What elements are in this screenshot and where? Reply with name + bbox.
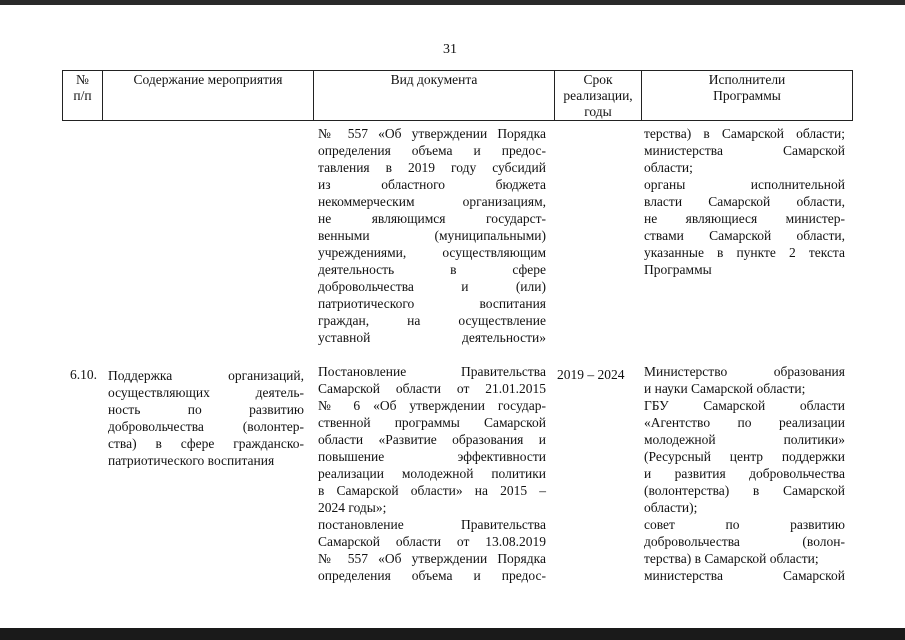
document-line: повышение эффективности [318,449,546,464]
scan-top-edge [0,0,905,5]
row-period: 2019 – 2024 [557,367,625,382]
executor-line: министерства Самарской [644,568,845,583]
header-text: Срок [583,72,613,87]
header-text: Программы [713,88,781,103]
executor-line: органы исполнительной [644,177,845,192]
document-line: Самарской области от 13.08.2019 [318,534,546,549]
executor-line: не являющиеся министер- [644,211,845,226]
document-line: патриотического воспитания [318,296,546,311]
executor-line: и развития добровольчества [644,466,845,481]
document-line: добровольчества и (или) [318,279,546,294]
document-line: постановление Правительства [318,517,546,532]
content-line: осуществляющих деятель- [108,385,304,400]
executor-line: «Агентство по реализации [644,415,845,430]
content-line: патриотического воспитания [108,453,275,468]
document-line: определения объема и предос- [318,568,546,583]
page-number: 31 [443,42,457,57]
header-executors [642,72,852,104]
document-line: Самарской области от 21.01.2015 [318,381,546,396]
header-number [63,72,102,104]
scan-bottom-edge [0,628,905,640]
header-top-border [62,70,853,71]
document-line: из областного бюджета [318,177,546,192]
header-text: № [76,72,89,87]
header-text: Вид документа [390,72,478,87]
header-bottom-border [62,120,853,121]
executor-line: терства) в Самарской области; [644,551,819,566]
executor-line: ствами Самарской области, [644,228,845,243]
document-column [318,125,546,584]
document-line: деятельность в сфере [318,262,546,277]
row-number: 6.10. [70,367,97,382]
executor-line: (волонтерства) в Самарской [644,483,845,498]
content-column [108,367,304,469]
executor-line: Программы [644,262,712,277]
content-line: добровольчества (волонтер- [108,419,304,434]
document-line: граждан, на осуществление [318,313,546,328]
document-line: области «Развитие образования и [318,432,546,447]
document-line: некоммерческим организациям, [318,194,546,209]
document-line: уставной деятельности» [318,330,546,345]
executor-line: терства) в Самарской области; [644,126,845,141]
header-text: Исполнители [708,72,786,87]
header-text: п/п [73,88,92,103]
document-line: № 557 «Об утверждении Порядка [318,126,546,141]
header-text: Содержание мероприятия [133,72,283,87]
document-line: не являющимся государст- [318,211,546,226]
executor-line: молодежной политики» [644,432,845,447]
header-divider [852,70,853,121]
executor-line: Министерство образования [644,364,845,379]
executor-line: области); [644,500,698,515]
document-line: тавления в 2019 году субсидий [318,160,546,175]
header-text: реализации, [563,88,633,103]
header-period [555,72,641,120]
content-line: Поддержка организаций, [108,368,304,383]
executor-line: власти Самарской области, [644,194,845,209]
executor-line: ГБУ Самарской области [644,398,845,413]
document-line: Постановление Правительства [318,364,546,379]
document-line: венными (муниципальными) [318,228,546,243]
header-text: годы [584,104,612,119]
document-line: № 557 «Об утверждении Порядка [318,551,546,566]
content-line: ства) в сфере гражданско- [108,436,304,451]
executor-line: добровольчества (волон- [644,534,845,549]
executor-line: министерства Самарской [644,143,845,158]
document-line: реализации молодежной политики [318,466,546,481]
header-document [314,72,554,88]
content-line: ность по развитию [108,402,304,417]
executor-line: совет по развитию [644,517,845,532]
document-line: 2024 годы»; [318,500,387,515]
executor-line: указанные в пункте 2 текста [644,245,845,260]
executor-line: (Ресурсный центр поддержки [644,449,845,464]
header-content [103,72,313,88]
document-line: ственной программы Самарской [318,415,546,430]
document-line: определения объема и предос- [318,143,546,158]
executor-line: области; [644,160,693,175]
document-line: № 6 «Об утверждении государ- [318,398,546,413]
executor-line: и науки Самарской области; [644,381,806,396]
document-line: в Самарской области» на 2015 – [318,483,546,498]
document-line: учреждениями, осуществляющим [318,245,546,260]
executors-column [644,125,845,584]
